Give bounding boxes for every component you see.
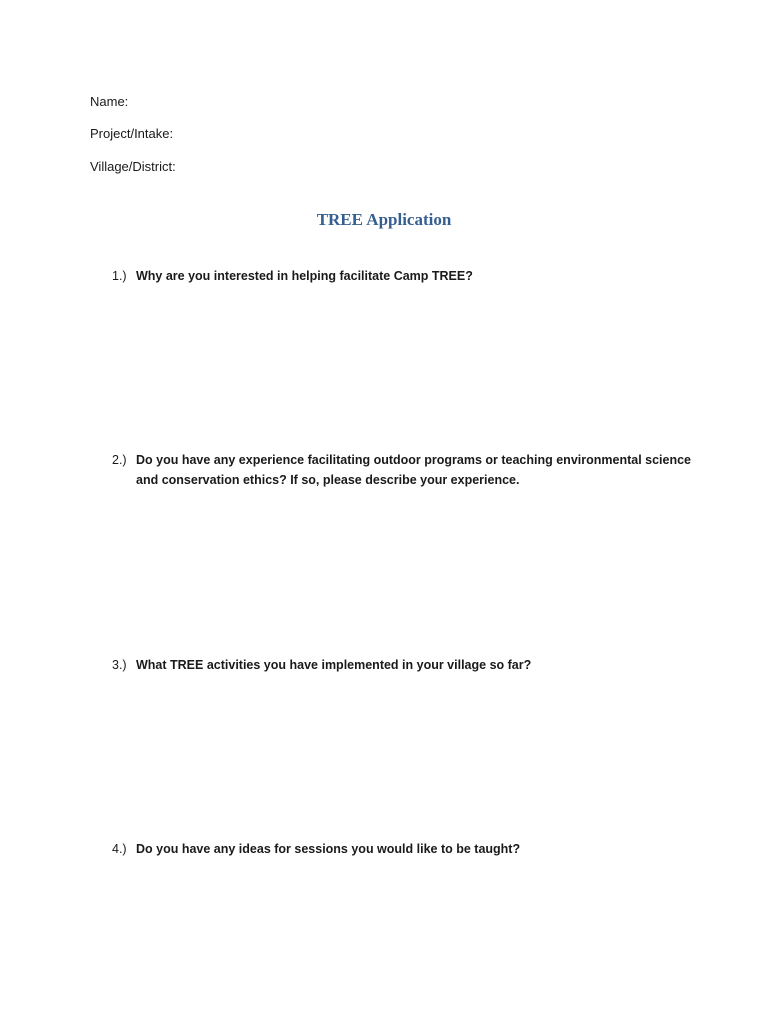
question-number: 4.) <box>112 842 127 856</box>
question-number: 2.) <box>112 453 127 467</box>
question-number: 3.) <box>112 658 127 672</box>
question-2 <box>112 450 692 490</box>
question-number: 1.) <box>112 269 127 283</box>
question-text: Do you have any experience facilitating outdoor programs or teaching environmental science and conservation ethics? If so, please describe your experience. <box>136 453 692 487</box>
question-3 <box>112 655 692 675</box>
village-district-field-label: Village/District: <box>90 159 176 174</box>
question-text: Why are you interested in helping facilitate Camp TREE? <box>136 269 473 283</box>
project-intake-field-label: Project/Intake: <box>90 126 174 141</box>
question-4 <box>112 839 692 859</box>
page-title: TREE Application <box>316 210 452 229</box>
question-text: What TREE activities you have implemented in your village so far? <box>136 658 532 672</box>
question-text: Do you have any ideas for sessions you would like to be taught? <box>136 842 521 856</box>
name-field-label: Name: <box>90 94 129 109</box>
question-1 <box>112 266 692 286</box>
